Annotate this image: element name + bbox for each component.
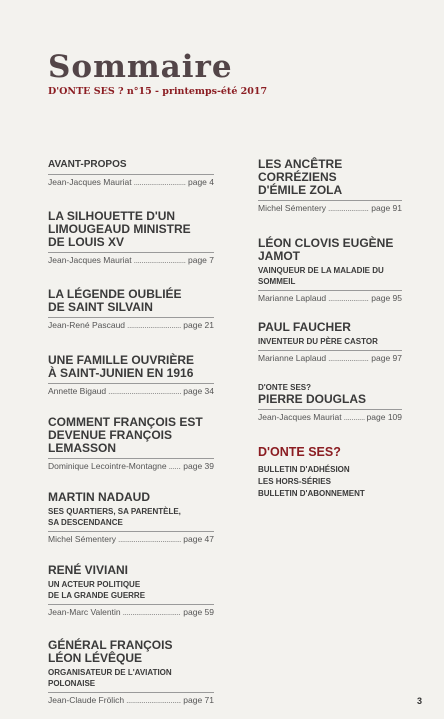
entry-title: LA SILHOUETTE D'UN LIMOUGEAUD MINISTRE DE LOUIS XV <box>48 209 191 249</box>
entry-title: LA LÉGENDE OUBLIÉE DE SAINT SILVAIN <box>48 287 182 314</box>
toc-entry[interactable] <box>48 491 214 545</box>
toc-entry[interactable] <box>48 354 214 397</box>
entry-author: Jean-Jacques Mauriat <box>48 255 132 265</box>
entry-page: page 39 <box>183 461 214 471</box>
dot-leader <box>328 353 369 364</box>
entry-page: page 4 <box>188 177 214 187</box>
dot-leader <box>328 293 369 304</box>
dot-leader <box>108 386 181 397</box>
dot-leader <box>169 461 182 472</box>
dot-leader <box>344 412 365 423</box>
entry-author-line <box>258 293 402 304</box>
dot-leader <box>127 320 181 331</box>
entry-rule <box>48 604 214 605</box>
entry-page: page 71 <box>183 695 214 705</box>
entry-rule <box>48 252 214 253</box>
entry-title: COMMENT FRANÇOIS EST DEVENUE FRANÇOIS LEMASSON <box>48 415 203 455</box>
entry-subtitle: UN ACTEUR POLITIQUE DE LA GRANDE GUERRE <box>48 580 146 600</box>
entry-rule <box>48 383 214 384</box>
contents-right-column <box>258 158 402 500</box>
back-matter-item[interactable]: BULLETIN D'ABONNEMENT <box>258 489 365 498</box>
entry-page: page 47 <box>183 534 214 544</box>
dot-leader <box>123 607 182 618</box>
back-matter-title: D'ONTE SES? <box>258 445 341 459</box>
entry-page: page 21 <box>183 320 214 330</box>
entry-page: page 95 <box>371 293 402 303</box>
dot-leader <box>118 534 181 545</box>
dot-leader <box>126 695 181 706</box>
entry-author-line <box>48 320 214 331</box>
entry-rule <box>258 200 402 201</box>
entry-author: Jean-René Pascaud <box>48 320 126 330</box>
toc-entry[interactable] <box>48 288 214 331</box>
entry-rule <box>48 174 214 175</box>
entry-rule <box>48 317 214 318</box>
toc-entry[interactable] <box>48 639 214 706</box>
entry-rule <box>258 409 402 410</box>
dot-leader <box>328 203 369 214</box>
dot-leader <box>134 177 186 188</box>
entry-author-line <box>48 607 214 618</box>
back-matter-item[interactable]: BULLETIN D'ADHÉSION <box>258 465 350 474</box>
dot-leader <box>134 255 186 266</box>
entry-author-line <box>48 534 214 545</box>
toc-entry[interactable] <box>258 237 402 304</box>
page-title: Sommaire <box>48 49 233 85</box>
entry-author-line <box>258 412 402 423</box>
entry-author-line <box>48 461 214 472</box>
entry-author: Jean-Claude Frölich <box>48 695 125 705</box>
entry-rule <box>258 350 402 351</box>
toc-entry[interactable] <box>48 158 214 188</box>
entry-page: page 34 <box>183 386 214 396</box>
entry-author: Jean-Jacques Mauriat <box>48 177 132 187</box>
entry-page: page 59 <box>183 607 214 617</box>
entry-subtitle: INVENTEUR DU PÈRE CASTOR <box>258 337 378 346</box>
toc-entry[interactable] <box>258 158 402 214</box>
entry-author: Dominique Lecointre-Montagne <box>48 461 167 471</box>
entry-rule <box>48 692 214 693</box>
entry-title: RENÉ VIVIANI <box>48 563 129 577</box>
entry-title: GÉNÉRAL FRANÇOIS LÉON LÉVÊQUE <box>48 638 173 665</box>
toc-entry[interactable] <box>48 416 214 472</box>
entry-title: LES ANCÊTRE CORRÉZIENS D'ÉMILE ZOLA <box>258 157 343 197</box>
entry-author: Marianne Laplaud <box>258 293 327 303</box>
entry-author-line <box>258 353 402 364</box>
entry-title: PAUL FAUCHER <box>258 320 351 334</box>
entry-title: MARTIN NADAUD <box>48 490 150 504</box>
entry-page: page 97 <box>371 353 402 363</box>
issue-subtitle: D'ONTE SES ? n°15 - printemps-été 2017 <box>48 86 268 97</box>
entry-subtitle: SES QUARTIERS, SA PARENTÈLE, SA DESCENDANCE <box>48 507 181 527</box>
entry-author-line <box>258 203 402 214</box>
entry-subtitle: VAINQUEUR DE LA MALADIE DU SOMMEIL <box>258 266 384 286</box>
entry-author-line <box>48 386 214 397</box>
entry-author: Annette Bigaud <box>48 386 107 396</box>
entry-author: Marianne Laplaud <box>258 353 327 363</box>
toc-entry[interactable] <box>258 321 402 364</box>
entry-title: LÉON CLOVIS EUGÈNE JAMOT <box>258 236 394 263</box>
back-matter-list <box>258 464 402 500</box>
contents-left-column <box>48 158 214 706</box>
entry-subtitle: ORGANISATEUR DE L'AVIATION POLONAISE <box>48 668 172 688</box>
entry-page: page 109 <box>366 412 402 422</box>
entry-author: Jean-Jacques Mauriat <box>258 412 342 422</box>
entry-page: page 7 <box>188 255 214 265</box>
entry-title: PIERRE DOUGLAS <box>258 392 367 406</box>
entry-author-line <box>48 255 214 266</box>
entry-title: UNE FAMILLE OUVRIÈRE À SAINT-JUNIEN EN 1916 <box>48 353 195 380</box>
entry-author-line <box>48 177 214 188</box>
toc-entry[interactable] <box>258 383 402 423</box>
toc-entry[interactable] <box>48 210 214 266</box>
page-number: 3 <box>416 696 422 706</box>
entry-page: page 91 <box>371 203 402 213</box>
entry-author: Michel Sémentery <box>48 534 117 544</box>
back-matter-item[interactable]: LES HORS-SÉRIES <box>258 477 331 486</box>
entry-title: AVANT-PROPOS <box>48 159 127 170</box>
entry-rule <box>48 531 214 532</box>
entry-author: Michel Sémentery <box>258 203 327 213</box>
entry-rule <box>48 458 214 459</box>
entry-author: Jean-Marc Valentin <box>48 607 121 617</box>
entry-author-line <box>48 695 214 706</box>
entry-rule <box>258 290 402 291</box>
entry-kicker: D'ONTE SES? <box>258 383 312 392</box>
toc-entry[interactable] <box>48 564 214 618</box>
